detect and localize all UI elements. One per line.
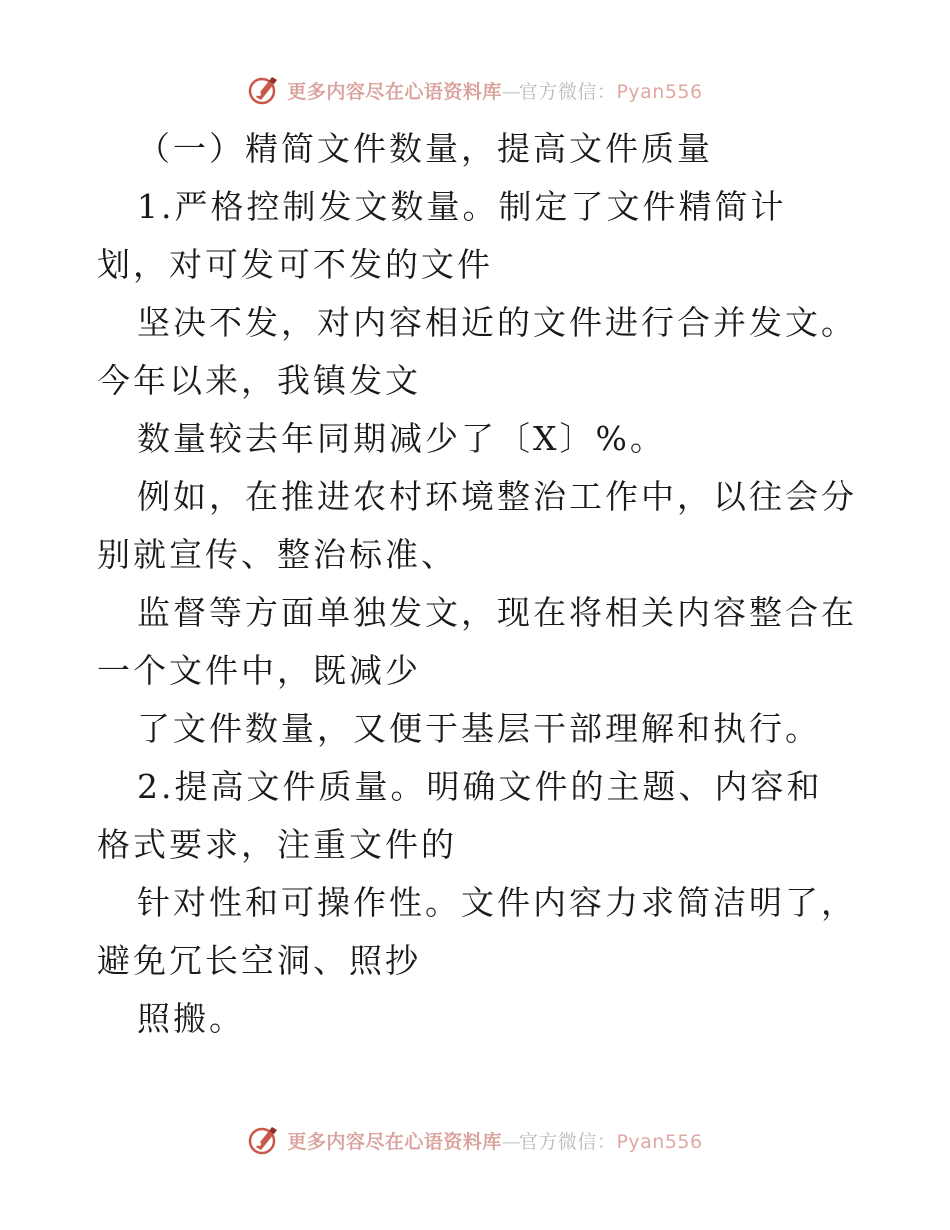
header-banner-dash: —	[501, 80, 519, 103]
paragraph: 监督等方面单独发文，现在将相关内容整合在一个文件中，既减少	[97, 593, 857, 690]
footer-banner-id: Pyan556	[616, 1130, 703, 1153]
paragraph: 数量较去年同期减少了〔X〕%。	[137, 419, 666, 458]
header-banner-id: Pyan556	[616, 80, 703, 103]
footer-banner	[0, 1120, 950, 1160]
paragraph: 1.严格控制发文数量。制定了文件精简计划，对可发可不发的文件	[97, 187, 787, 284]
header-banner	[0, 70, 950, 110]
paragraph: 2.提高文件质量。明确文件的主题、内容和格式要求，注重文件的	[97, 767, 823, 864]
section-heading: （一）精简文件数量，提高文件质量	[137, 129, 713, 168]
paragraph: 针对性和可操作性。文件内容力求简洁明了，避免冗长空洞、照抄	[97, 883, 857, 980]
paragraph: 例如，在推进农村环境整治工作中，以往会分别就宣传、整治标准、	[97, 477, 857, 574]
header-banner-text	[287, 77, 702, 104]
paragraph: 照搬。	[137, 999, 245, 1038]
paragraph: 了文件数量，又便于基层干部理解和执行。	[137, 709, 821, 748]
paragraph: 坚决不发，对内容相近的文件进行合并发文。今年以来，我镇发文	[97, 303, 857, 400]
footer-banner-suffix: 官方微信：	[518, 1130, 617, 1153]
footer-banner-dash: —	[501, 1130, 519, 1153]
pen-circle-logo-icon	[247, 73, 281, 107]
pen-circle-logo-icon	[247, 1123, 281, 1157]
header-banner-main: 更多内容尽在心语资料库	[287, 80, 502, 103]
footer-banner-main: 更多内容尽在心语资料库	[287, 1130, 502, 1153]
header-banner-suffix: 官方微信：	[518, 80, 617, 103]
document-body	[97, 120, 857, 1048]
footer-banner-text	[287, 1127, 702, 1154]
